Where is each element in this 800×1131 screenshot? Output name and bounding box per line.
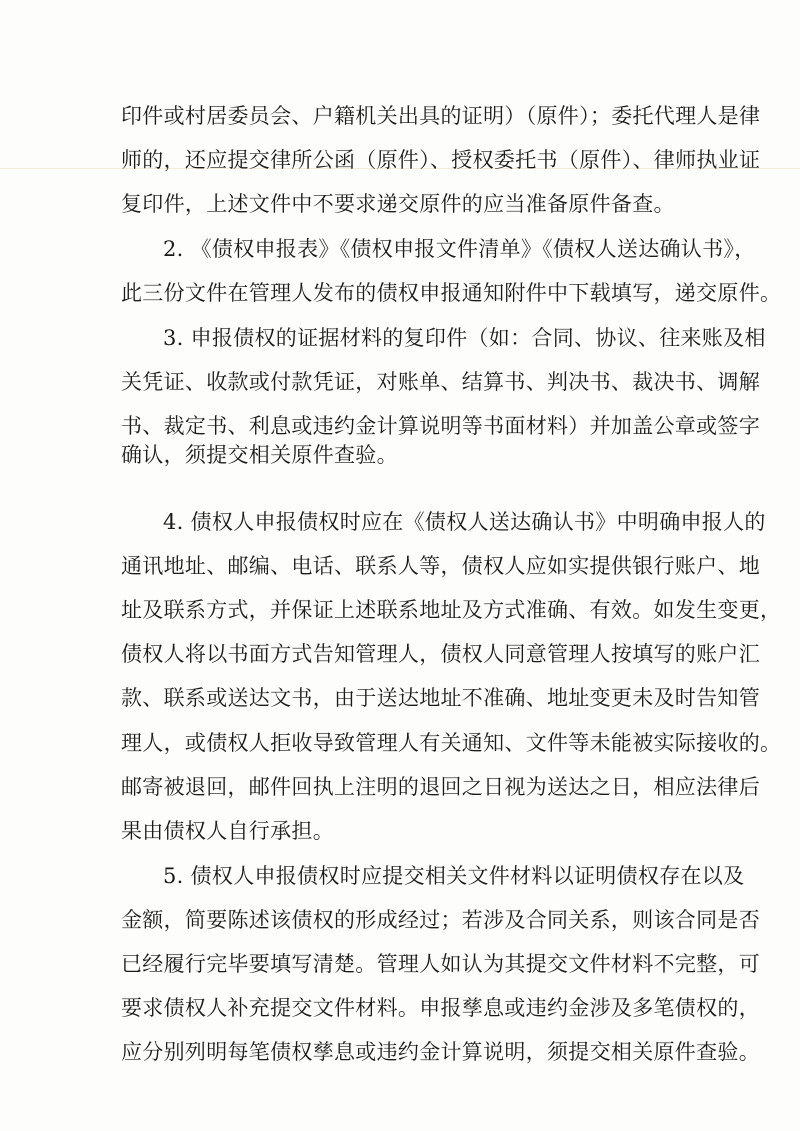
paragraph-4-line-2: 通讯地址、邮编、电话、联系人等，债权人应如实提供银行账户、地 [121, 554, 760, 578]
paragraph-2-line-1: 2. 《债权申报表》《债权申报文件清单》《债权人送达确认书》， [163, 237, 756, 261]
paragraph-4-line-5: 款、联系或送达文书，由于送达地址不准确、地址变更未及时告知管 [121, 686, 760, 710]
paragraph-5-line-1: 5. 债权人申报债权时应提交相关文件材料以证明债权存在以及 [163, 864, 745, 888]
paragraph-4-line-1: 4. 债权人申报债权时应在《债权人送达确认书》中明确申报人的 [163, 510, 766, 534]
paragraph-5-line-3: 已经履行完毕要填写清楚。管理人如认为其提交文件材料不完整，可 [121, 952, 760, 976]
paragraph-5-line-4: 要求债权人补充提交文件材料。申报孳息或违约金涉及多笔债权的， [121, 996, 760, 1020]
text-line-2: 师的，还应提交律所公函（原件）、授权委托书（原件）、律师执业证 [121, 148, 761, 172]
text-line-1: 印件或村居委员会、户籍机关出具的证明）（原件）；委托代理人是律 [121, 104, 761, 128]
paragraph-3-line-2: 关凭证、收款或付款凭证，对账单、结算书、判决书、裁决书、调解 [121, 370, 760, 394]
paragraph-3-line-4: 确认，须提交相关原件查验。 [121, 443, 398, 467]
paragraph-4-line-6: 理人，或债权人拒收导致管理人有关通知、文件等未能被实际接收的。 [121, 731, 782, 755]
paragraph-4-line-3: 址及联系方式，并保证上述联系地址及方式准确、有效。如发生变更， [121, 598, 782, 622]
paragraph-4-line-7: 邮寄被退回，邮件回执上注明的退回之日视为送达之日，相应法律后 [121, 775, 760, 799]
paragraph-3-line-3: 书、裁定书、利息或违约金计算说明等书面材料）并加盖公章或签字 [121, 414, 760, 438]
paragraph-2-line-2: 此三份文件在管理人发布的债权申报通知附件中下载填写，递交原件。 [121, 281, 782, 305]
text-line-3: 复印件，上述文件中不要求递交原件的应当准备原件备查。 [121, 192, 675, 216]
paragraph-5-line-5: 应分别列明每笔债权孳息或违约金计算说明，须提交相关原件查验。 [121, 1040, 760, 1064]
paragraph-3-line-1: 3. 申报债权的证据材料的复印件（如：合同、协议、往来账及相 [163, 326, 766, 350]
paragraph-4-line-8: 果由债权人自行承担。 [121, 819, 334, 843]
paragraph-5-line-2: 金额，简要陈述该债权的形成经过；若涉及合同关系，则该合同是否 [121, 908, 760, 932]
paragraph-4-line-4: 债权人将以书面方式告知管理人，债权人同意管理人按填写的账户汇 [121, 642, 760, 666]
